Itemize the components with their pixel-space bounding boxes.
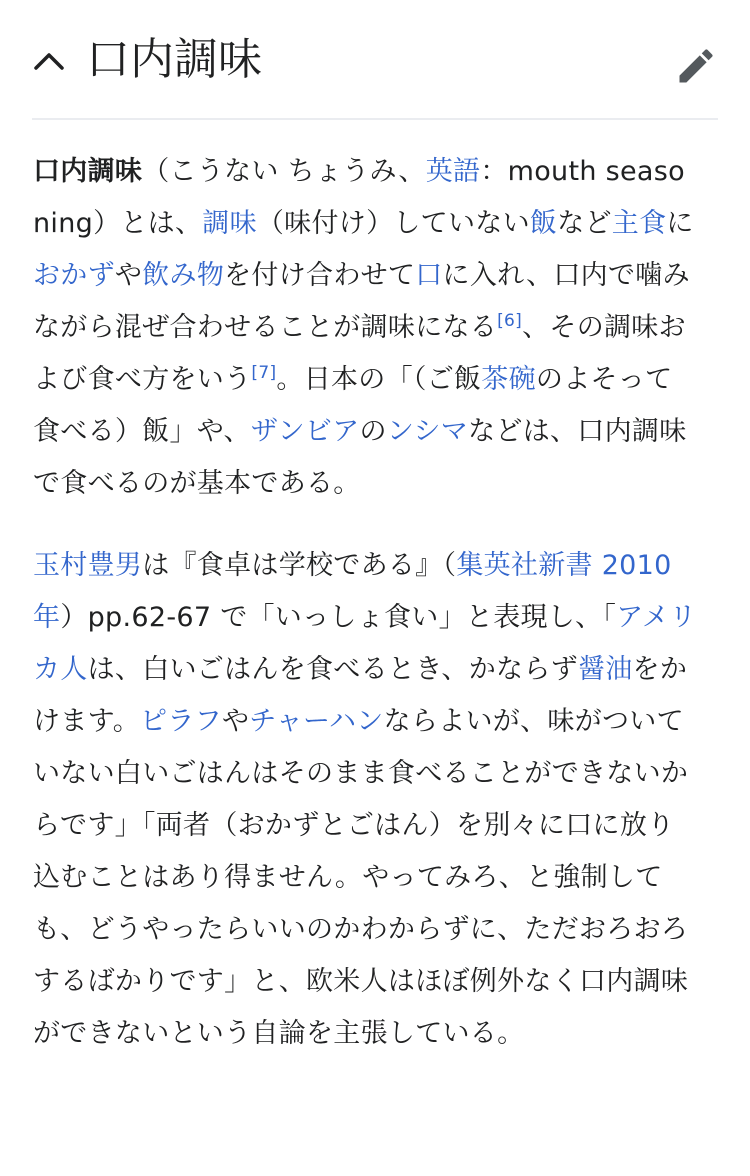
term-bold: 口内調味 bbox=[33, 156, 143, 187]
text: など bbox=[557, 208, 612, 239]
text: をかけます。 bbox=[33, 654, 688, 737]
link-nshima[interactable]: ンシマ bbox=[386, 416, 469, 447]
section-header bbox=[32, 0, 718, 120]
link-tamamura-toyoo[interactable]: 玉村豊男 bbox=[33, 550, 143, 581]
link-chawan[interactable]: 茶碗 bbox=[481, 364, 536, 395]
section-content bbox=[33, 146, 699, 1060]
citation-7[interactable] bbox=[251, 363, 276, 383]
link-pilaf[interactable]: ピラフ bbox=[140, 706, 222, 737]
text: ：mouth seasoning）とは、 bbox=[33, 156, 685, 239]
text: や bbox=[114, 260, 143, 291]
text: （こうない ちょうみ、 bbox=[142, 156, 426, 187]
link-soy-sauce[interactable]: 醤油 bbox=[577, 654, 633, 685]
text: に入れ、口内で噛みながら混ぜ合わせることが調味になる bbox=[33, 260, 690, 343]
text: などは、口内調味で食べるのが基本である。 bbox=[33, 416, 687, 499]
link-staple-food[interactable]: 主食 bbox=[611, 208, 667, 239]
section-title: 口内調味 bbox=[86, 34, 262, 85]
text: に bbox=[666, 208, 694, 239]
text: や bbox=[221, 706, 250, 737]
link-rice[interactable]: 飯 bbox=[529, 208, 558, 239]
link-americans[interactable]: アメリカ人 bbox=[33, 602, 697, 685]
text: （味付け）していない bbox=[256, 208, 530, 239]
text: の bbox=[359, 416, 387, 447]
text: は『食卓は学校である』（ bbox=[142, 550, 457, 581]
chevron-up-icon bbox=[32, 44, 66, 78]
collapse-section-button[interactable] bbox=[32, 44, 66, 78]
citation-link[interactable]: [6] bbox=[497, 311, 523, 331]
text: のよそって食べる）飯」や、 bbox=[33, 364, 673, 447]
paragraph-tamamura bbox=[33, 540, 699, 1060]
link-okazu[interactable]: おかず bbox=[33, 260, 115, 291]
text: ならよいが、味がついていない白いごはんはそのまま食べることができないからです」「両者（おかずとごはん）を別々に口に放り込むことはあり得ません。やってみろ、と強制しても、どうやったらいいのかわからずに、ただおろおろするばかりです」と、欧米人はほぼ例外なく口内調味ができないという自論を主張している。 bbox=[33, 706, 689, 1049]
link-shueisha-shinsho[interactable]: 集英社新書 bbox=[456, 550, 593, 581]
text: ）pp.62-67 で「いっしょ食い」と表現し、「 bbox=[60, 602, 617, 633]
link-seasoning[interactable]: 調味 bbox=[202, 208, 257, 239]
link-zambia[interactable]: ザンビア bbox=[250, 416, 360, 447]
citation-link[interactable]: [7] bbox=[251, 363, 277, 383]
link-mouth[interactable]: 口 bbox=[415, 260, 443, 291]
text: を付け合わせて bbox=[224, 260, 416, 291]
text bbox=[593, 550, 602, 581]
text: 、その調味および食べ方をいう bbox=[33, 312, 686, 395]
pencil-icon bbox=[674, 44, 718, 88]
link-english[interactable]: 英語 bbox=[425, 156, 481, 187]
paragraph-definition bbox=[33, 146, 699, 510]
citation-6[interactable] bbox=[497, 311, 522, 331]
link-fried-rice[interactable]: チャーハン bbox=[249, 706, 384, 737]
text: は、白いごはんを食べるとき、かならず bbox=[87, 654, 578, 685]
link-2010[interactable]: 2010年 bbox=[33, 550, 672, 633]
link-beverage[interactable]: 飲み物 bbox=[142, 260, 225, 291]
text: 。日本の「（ご飯 bbox=[276, 364, 482, 395]
edit-section-button[interactable] bbox=[674, 44, 718, 88]
